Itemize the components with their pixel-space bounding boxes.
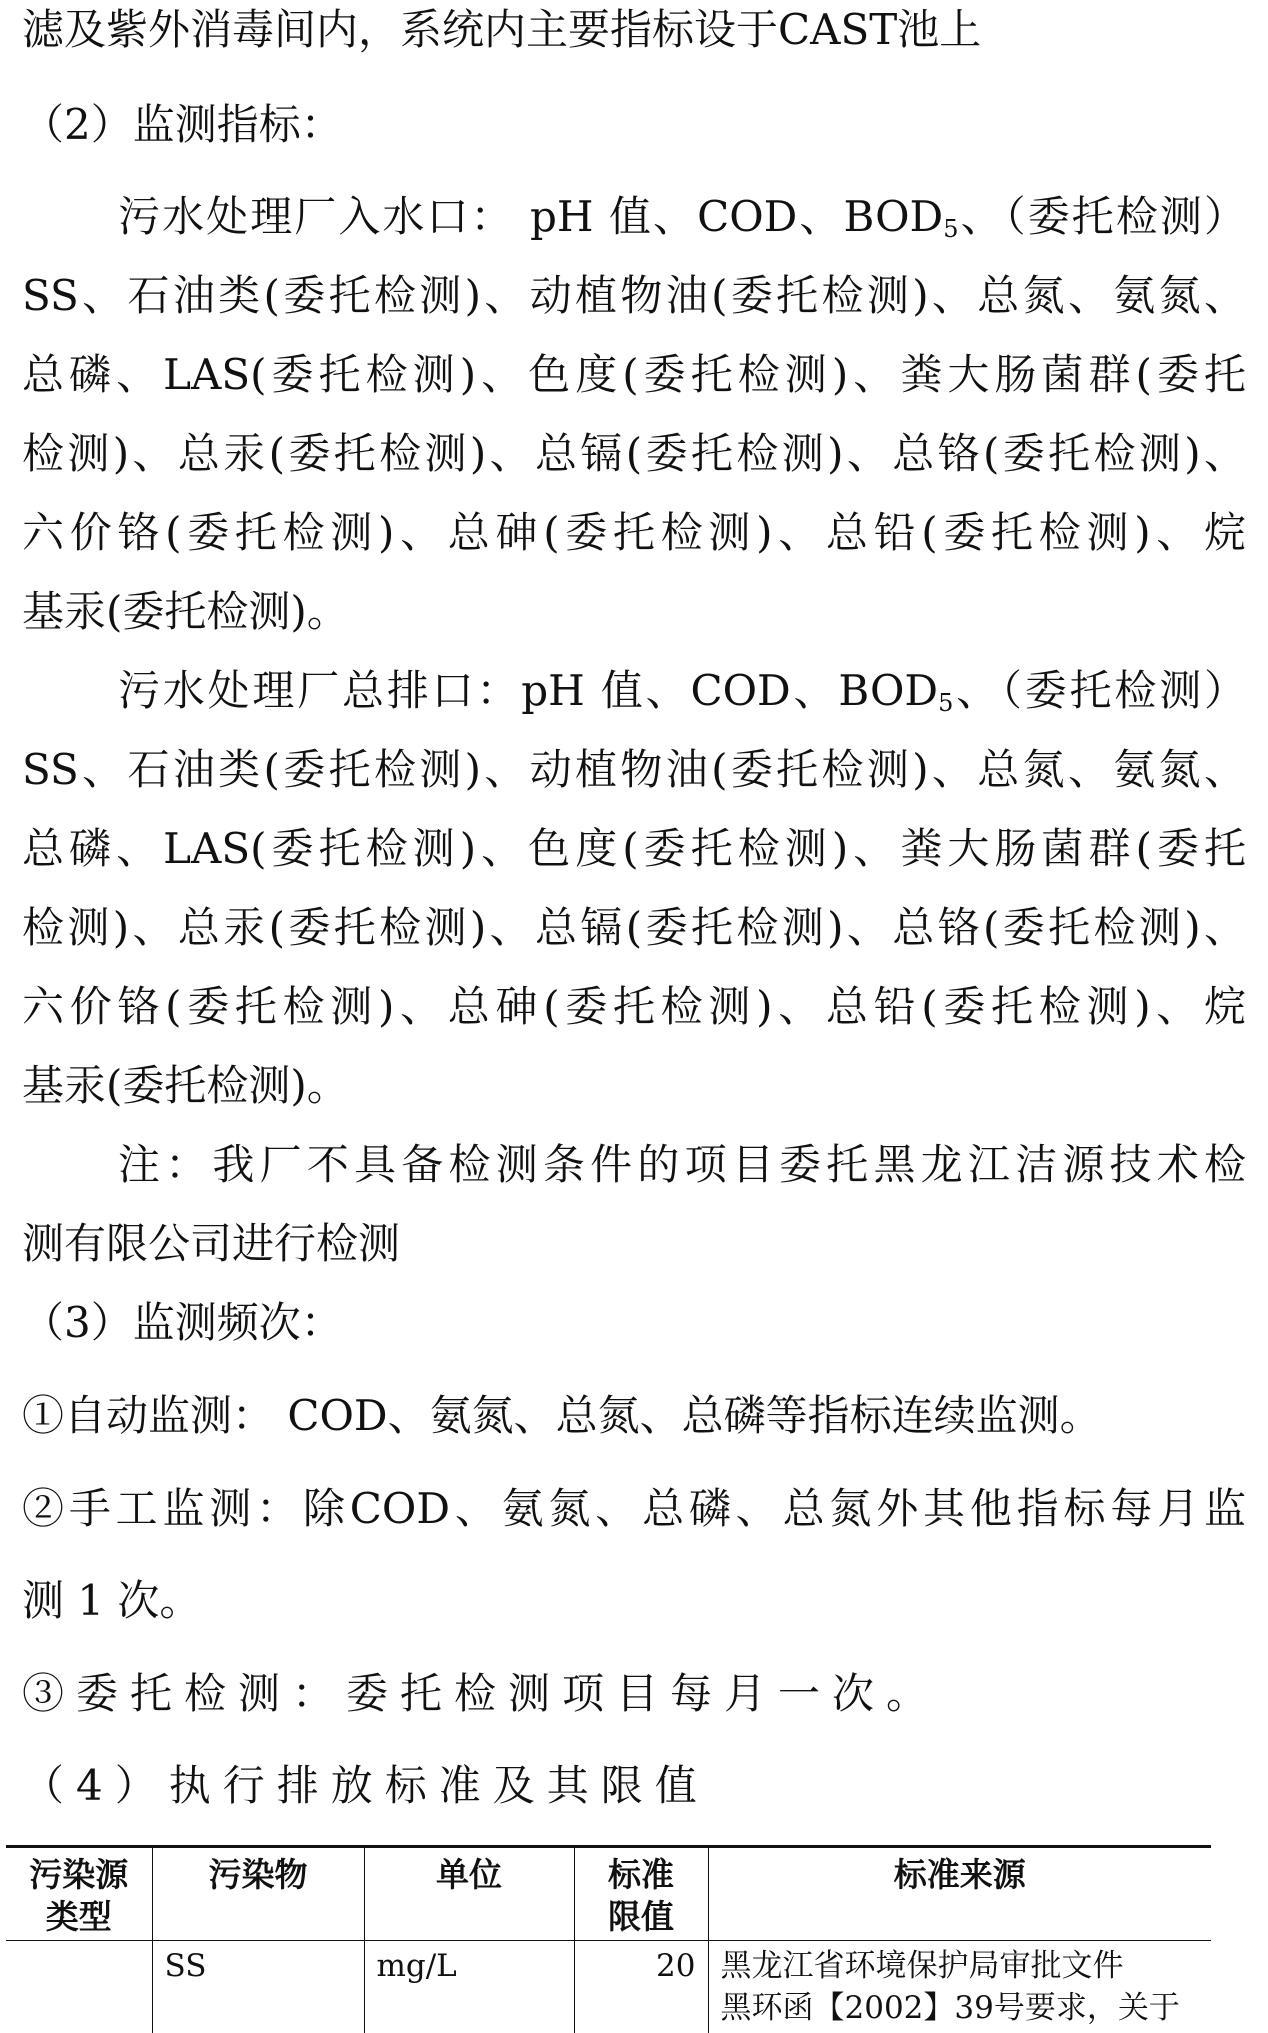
outlet-line-4: 检测)、总汞(委托检测)、总镉(委托检测)、总铬(委托检测)、 — [22, 898, 1246, 958]
heading-discharge-standards: （4）执行排放标准及其限值 — [22, 1756, 1246, 1816]
header-unit: 单位 — [364, 1847, 574, 1941]
outlet-line-6: 基汞(委托检测)。 — [22, 1056, 1246, 1116]
inlet-line-6: 基汞(委托检测)。 — [22, 582, 1246, 642]
heading-monitoring-indicators: （2）监测指标： — [22, 95, 1246, 155]
cell-standard-source: 黑龙江省环境保护局审批文件 黑环函【2002】39号要求，关于 — [708, 1941, 1211, 2033]
outlet-line-3: 总磷、LAS(委托检测)、色度(委托检测)、粪大肠菌群(委托 — [22, 819, 1246, 879]
header-pollutant: 污染物 — [152, 1847, 364, 1941]
inlet-line-3: 总磷、LAS(委托检测)、色度(委托检测)、粪大肠菌群(委托 — [22, 345, 1246, 405]
inlet-suffix: 、（委托检测） — [959, 192, 1246, 241]
standards-table — [6, 1845, 1211, 2033]
note-line-1: 注：我厂不具备检测条件的项目委托黑龙江洁源技术检 — [118, 1135, 1246, 1195]
outlet-line-2: SS、石油类(委托检测)、动植物油(委托检测)、总氮、氨氮、 — [22, 740, 1246, 800]
frequency-auto: ①自动监测： COD、氨氮、总氮、总磷等指标连续监测。 — [22, 1386, 1246, 1446]
cell-source-type — [6, 1941, 152, 2033]
header-standard-source: 标准来源 — [708, 1847, 1211, 1941]
cell-unit: mg/L — [364, 1941, 574, 2033]
header-limit: 标准 限值 — [574, 1847, 708, 1941]
frequency-manual-1: ②手工监测：除COD、氨氮、总磷、总氮外其他指标每月监 — [22, 1479, 1246, 1539]
text-line-1: 滤及紫外消毒间内，系统内主要指标设于CAST池上 — [22, 0, 1246, 60]
inlet-bod-subscript: 5 — [943, 215, 958, 243]
inlet-line-4: 检测)、总汞(委托检测)、总镉(委托检测)、总铬(委托检测)、 — [22, 424, 1246, 484]
inlet-line-5: 六价铬(委托检测)、总砷(委托检测)、总铅(委托检测)、烷 — [22, 503, 1246, 563]
frequency-entrusted: ③委托检测：委托检测项目每月一次。 — [22, 1664, 1246, 1724]
inlet-indicators-line — [118, 187, 1246, 247]
outlet-prefix: 污水处理厂总排口：pH 值、COD、BOD — [118, 666, 938, 715]
cell-limit: 20 — [574, 1941, 708, 2033]
heading-monitoring-frequency: （3）监测频次： — [22, 1293, 1246, 1353]
note-line-2: 测有限公司进行检测 — [22, 1214, 1246, 1274]
outlet-suffix: 、（委托检测） — [953, 666, 1246, 715]
inlet-prefix: 污水处理厂入水口： pH 值、COD、BOD — [118, 192, 943, 241]
outlet-line-5: 六价铬(委托检测)、总砷(委托检测)、总铅(委托检测)、烷 — [22, 977, 1246, 1037]
outlet-indicators-line — [118, 661, 1246, 721]
table-header-row — [6, 1847, 1211, 1941]
header-source-type: 污染源 类型 — [6, 1847, 152, 1941]
inlet-line-2: SS、石油类(委托检测)、动植物油(委托检测)、总氮、氨氮、 — [22, 266, 1246, 326]
frequency-manual-2: 测 1 次。 — [22, 1571, 1246, 1631]
cell-pollutant: SS — [152, 1941, 364, 2033]
outlet-bod-subscript: 5 — [938, 689, 953, 717]
table-row — [6, 1941, 1211, 2033]
